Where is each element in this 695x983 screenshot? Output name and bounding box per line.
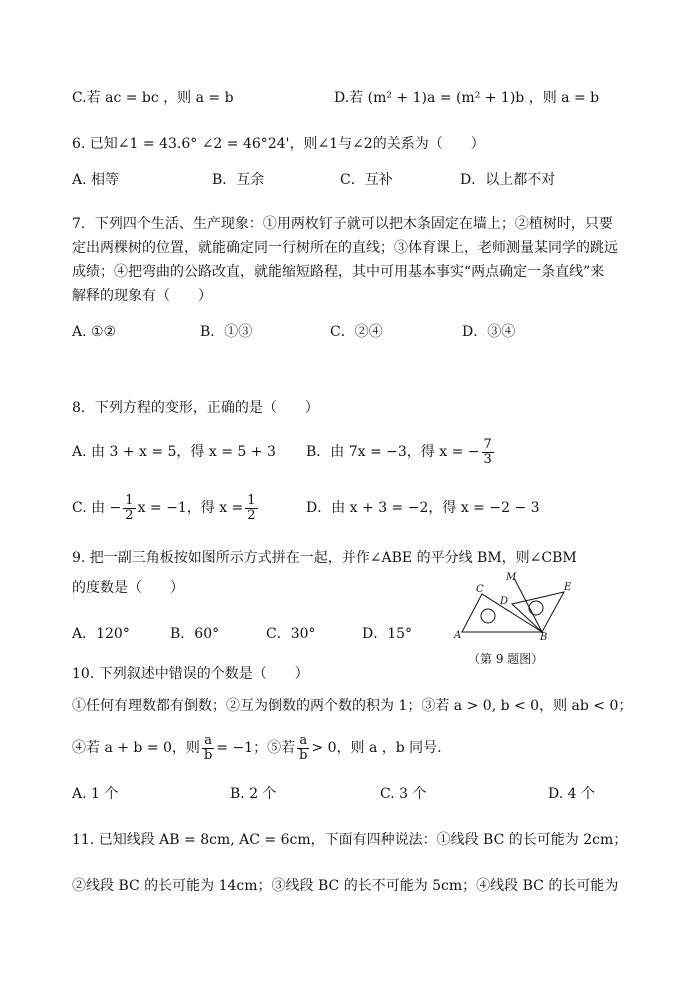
q8-option-c bbox=[72, 488, 260, 528]
q8-option-c-fraction-1 bbox=[123, 494, 135, 523]
fraction-denominator: b bbox=[203, 747, 213, 763]
fraction-denominator: 2 bbox=[125, 507, 134, 523]
fraction-denominator: b bbox=[299, 747, 308, 763]
q6-option-b: B．互余 bbox=[212, 172, 265, 188]
q9-option-b: B．60° bbox=[170, 626, 220, 642]
q8-option-a: A. 由 3 + x = 5，得 x = 5 + 3 bbox=[72, 444, 276, 460]
q8-option-c-fraction-2 bbox=[245, 494, 257, 523]
q7-line-1: 7．下列四个生活、生产现象：①用两枚钉子就可以把木条固定在墙上；②植树时，只要 bbox=[72, 216, 613, 232]
q10-option-d: D. 4 个 bbox=[548, 786, 595, 802]
label-m: M bbox=[506, 572, 517, 583]
fraction-numerator: a bbox=[202, 734, 214, 749]
q8-option-b-text: B．由 7x = −3，得 x = − bbox=[306, 444, 480, 460]
label-d: D bbox=[500, 596, 509, 607]
q10-option-b: B. 2 个 bbox=[230, 786, 277, 802]
q9-triangle-figure bbox=[452, 572, 632, 642]
q10-fraction-2 bbox=[297, 734, 309, 763]
q7-option-c: C．②④ bbox=[330, 324, 383, 340]
fraction-numerator: 7 bbox=[483, 436, 492, 452]
q7-line-4: 解释的现象有（ ） bbox=[72, 288, 212, 304]
q10-option-a: A. 1 个 bbox=[72, 786, 119, 802]
q10-line-2-pre: ④若 a + b = 0，则 bbox=[72, 740, 200, 756]
label-e: E bbox=[564, 582, 572, 593]
triangle-hole-right bbox=[529, 601, 543, 615]
q6-option-d: D．以上都不对 bbox=[460, 172, 556, 188]
q9-option-a: A．120° bbox=[72, 626, 130, 642]
q5-option-c: C.若 ac = bc ，则 a = b bbox=[72, 90, 234, 106]
q10-line-2 bbox=[72, 728, 442, 768]
q6-option-c: C．互补 bbox=[340, 172, 393, 188]
fraction-numerator: 1 bbox=[247, 492, 256, 508]
q8-stem: 8．下列方程的变形，正确的是（ ） bbox=[72, 400, 319, 416]
triangle-hole-left bbox=[481, 609, 495, 623]
q7-option-b: B．①③ bbox=[200, 324, 253, 340]
q6-stem: 6. 已知∠1 = 43.6° ∠2 = 46°24'，则∠1与∠2的关系为（ ） bbox=[72, 136, 485, 152]
q10-option-c: C. 3 个 bbox=[380, 786, 427, 802]
label-c: C bbox=[476, 584, 484, 595]
q8-option-b bbox=[306, 432, 496, 472]
q9-option-c: C．30° bbox=[266, 626, 316, 642]
fraction-denominator: 2 bbox=[247, 507, 256, 523]
q8-option-b-fraction bbox=[482, 438, 494, 467]
q10-stem: 10. 下列叙述中错误的个数是（ ） bbox=[72, 666, 309, 682]
q6-option-a: A. 相等 bbox=[72, 172, 120, 188]
q7-line-2: 定出两棵树的位置，就能确定同一行树所在的直线；③体育课上，老师测量某同学的跳远 bbox=[72, 240, 618, 256]
q9-figure-caption: （第 9 题图） bbox=[468, 652, 544, 666]
q10-fraction-1 bbox=[202, 734, 214, 763]
q9-line-1: 9. 把一副三角板按如图所示方式拼在一起，并作∠ABE 的平分线 BM，则∠CBM bbox=[72, 550, 577, 566]
q10-line-2-post: > 0，则 a ，b 同号. bbox=[311, 740, 442, 756]
q9-line-2: 的度数是（ ） bbox=[72, 580, 184, 596]
q7-option-d: D．③④ bbox=[462, 324, 516, 340]
bisector-bm bbox=[514, 578, 542, 632]
q7-line-3: 成绩；④把弯曲的公路改直，就能缩短路程，其中可用基本事实“两点确定一条直线”来 bbox=[72, 264, 605, 280]
q8-option-d: D．由 x + 3 = −2，得 x = −2 − 3 bbox=[306, 500, 540, 516]
q8-option-c-mid: x = −1，得 x = bbox=[137, 500, 244, 516]
q8-option-c-text: C. 由 − bbox=[72, 500, 122, 516]
triangle-dbe bbox=[512, 592, 564, 632]
q11-line-1: 11. 已知线段 AB = 8cm, AC = 6cm，下面有四种说法：①线段 BC 的长可能为 2cm； bbox=[72, 832, 628, 848]
q5-option-d: D.若 (m² + 1)a = (m² + 1)b ，则 a = b bbox=[334, 90, 600, 106]
q10-line-2-mid: = −1；⑤若 bbox=[216, 740, 296, 756]
fraction-numerator: a bbox=[297, 734, 309, 749]
label-b: B bbox=[540, 632, 548, 642]
label-a: A bbox=[454, 630, 462, 641]
fraction-denominator: 3 bbox=[483, 451, 492, 467]
q7-option-a: A. ①② bbox=[72, 324, 117, 340]
q11-line-2: ②线段 BC 的长可能为 14cm；③线段 BC 的长不可能为 5cm；④线段 BC 的长可能为 bbox=[72, 878, 619, 894]
fraction-numerator: 1 bbox=[125, 492, 134, 508]
q9-option-d: D．15° bbox=[362, 626, 413, 642]
q10-line-1: ①任何有理数都有倒数；②互为倒数的两个数的积为 1；③若 a > 0, b < 0，则 ab < 0； bbox=[72, 698, 633, 714]
